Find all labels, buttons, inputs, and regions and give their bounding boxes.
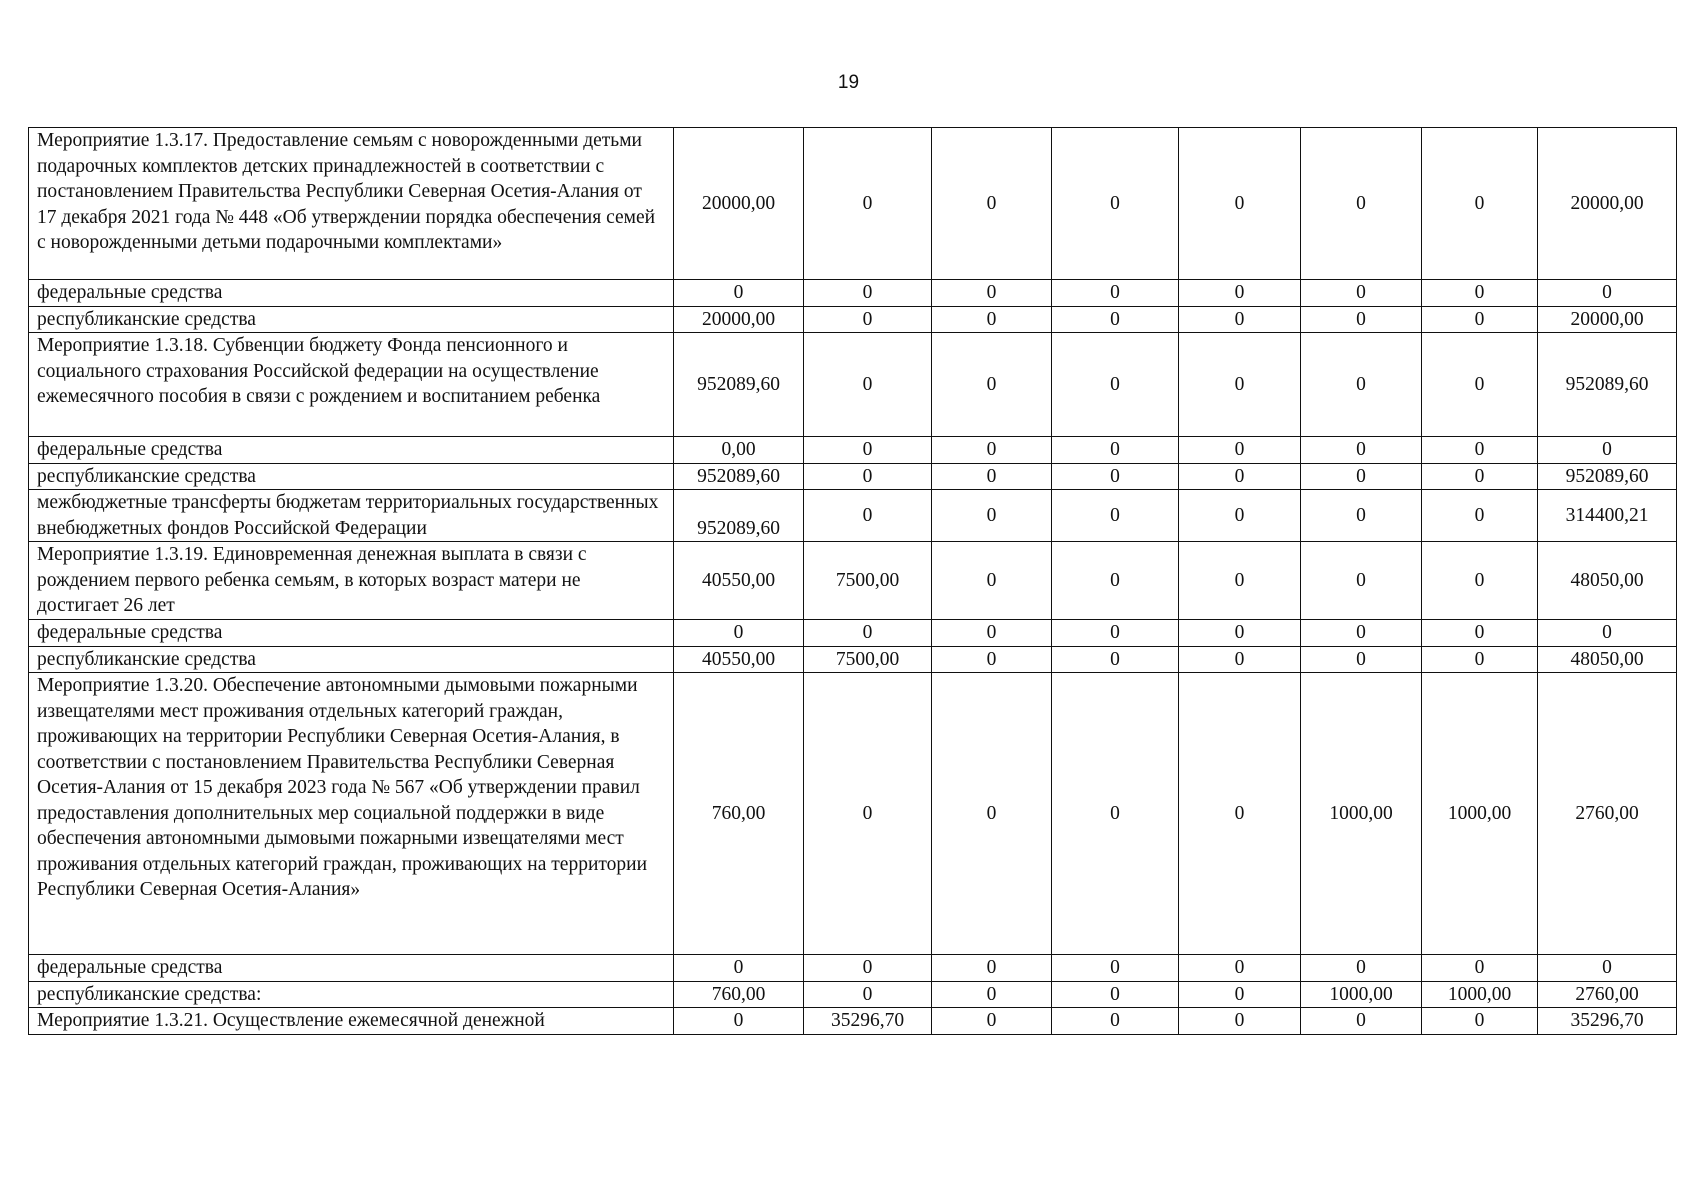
value-cell: 0 <box>804 490 932 542</box>
value-cell: 0 <box>674 1008 804 1035</box>
value-cell: 0 <box>932 542 1052 620</box>
row-description: Мероприятие 1.3.18. Субвенции бюджету Фонда пенсионного и социального страхования Российской федерации на осуществление ежемесячного пособия в связи с рождением и воспитанием ребенка <box>29 333 674 437</box>
value-cell: 0 <box>1301 542 1422 620</box>
value-cell: 0 <box>1422 542 1538 620</box>
value-cell: 0 <box>1179 128 1301 280</box>
value-cell: 1000,00 <box>1422 981 1538 1008</box>
value-cell: 0 <box>1052 542 1179 620</box>
table-row <box>29 333 1677 437</box>
value-cell: 0 <box>1301 646 1422 673</box>
value-cell: 0 <box>932 673 1052 955</box>
row-description: Мероприятие 1.3.17. Предоставление семьям с новорожденными детьми подарочных комплектов детских принадлежностей в соответствии с постановлением Правительства Республики Северная Осетия-Алания от 17 декабря 2021 года № 448 «Об утверждении порядка обеспечения семей с новорожденными детьми подарочными комплектами» <box>29 128 674 280</box>
value-cell: 0 <box>1422 280 1538 307</box>
value-cell: 0 <box>1422 463 1538 490</box>
table-row <box>29 542 1677 620</box>
table-row <box>29 437 1677 464</box>
total-cell: 48050,00 <box>1538 646 1677 673</box>
value-cell: 952089,60 <box>674 490 804 542</box>
value-cell: 0 <box>932 463 1052 490</box>
row-description: федеральные средства <box>29 437 674 464</box>
value-cell: 0 <box>932 955 1052 982</box>
total-cell: 0 <box>1538 620 1677 647</box>
value-cell: 0 <box>1052 437 1179 464</box>
value-cell: 0 <box>1179 955 1301 982</box>
total-cell: 0 <box>1538 437 1677 464</box>
value-cell: 0 <box>1052 981 1179 1008</box>
budget-table <box>28 127 1677 1035</box>
value-cell: 0 <box>1052 306 1179 333</box>
value-cell: 0 <box>932 306 1052 333</box>
value-cell: 7500,00 <box>804 646 932 673</box>
value-cell: 0 <box>1179 437 1301 464</box>
value-cell: 0 <box>1301 333 1422 437</box>
value-cell: 0 <box>804 981 932 1008</box>
total-cell: 952089,60 <box>1538 333 1677 437</box>
value-cell: 0 <box>1422 306 1538 333</box>
table-row <box>29 646 1677 673</box>
value-cell: 0,00 <box>674 437 804 464</box>
table-row <box>29 463 1677 490</box>
table-row <box>29 955 1677 982</box>
row-description: республиканские средства <box>29 646 674 673</box>
row-description: федеральные средства <box>29 955 674 982</box>
value-cell: 0 <box>932 1008 1052 1035</box>
value-cell: 0 <box>1052 333 1179 437</box>
total-cell: 20000,00 <box>1538 306 1677 333</box>
value-cell: 0 <box>1422 955 1538 982</box>
value-cell: 760,00 <box>674 673 804 955</box>
value-cell: 0 <box>1179 1008 1301 1035</box>
value-cell: 0 <box>1422 646 1538 673</box>
value-cell: 0 <box>1179 646 1301 673</box>
table-row <box>29 128 1677 280</box>
value-cell: 0 <box>1301 490 1422 542</box>
value-cell: 0 <box>1422 620 1538 647</box>
value-cell: 0 <box>1422 128 1538 280</box>
row-description: федеральные средства <box>29 620 674 647</box>
table-row <box>29 620 1677 647</box>
value-cell: 0 <box>1179 333 1301 437</box>
value-cell: 0 <box>804 437 932 464</box>
table-row <box>29 280 1677 307</box>
value-cell: 20000,00 <box>674 306 804 333</box>
value-cell: 0 <box>674 620 804 647</box>
value-cell: 952089,60 <box>674 463 804 490</box>
value-cell: 0 <box>1179 490 1301 542</box>
value-cell: 0 <box>1301 463 1422 490</box>
value-cell: 0 <box>1052 463 1179 490</box>
value-cell: 0 <box>932 128 1052 280</box>
value-cell: 0 <box>932 620 1052 647</box>
value-cell: 0 <box>1052 490 1179 542</box>
value-cell: 0 <box>1422 437 1538 464</box>
value-cell: 0 <box>1301 280 1422 307</box>
value-cell: 0 <box>674 280 804 307</box>
value-cell: 20000,00 <box>674 128 804 280</box>
value-cell: 0 <box>804 620 932 647</box>
value-cell: 35296,70 <box>804 1008 932 1035</box>
value-cell: 0 <box>804 673 932 955</box>
total-cell: 2760,00 <box>1538 981 1677 1008</box>
total-cell: 35296,70 <box>1538 1008 1677 1035</box>
value-cell: 0 <box>804 463 932 490</box>
total-cell: 2760,00 <box>1538 673 1677 955</box>
value-cell: 0 <box>932 646 1052 673</box>
value-cell: 0 <box>1052 673 1179 955</box>
value-cell: 0 <box>1301 955 1422 982</box>
value-cell: 952089,60 <box>674 333 804 437</box>
value-cell: 0 <box>804 280 932 307</box>
table-row <box>29 490 1677 542</box>
row-description: республиканские средства <box>29 306 674 333</box>
value-cell: 760,00 <box>674 981 804 1008</box>
value-cell: 0 <box>1422 1008 1538 1035</box>
value-cell: 0 <box>1179 981 1301 1008</box>
row-description: федеральные средства <box>29 280 674 307</box>
table-body <box>29 128 1677 1035</box>
row-description: Мероприятие 1.3.20. Обеспечение автономными дымовыми пожарными извещателями мест проживания отдельных категорий граждан, проживающих на территории Республики Северная Осетия-Алания, в соответствии с постановлением Правительства Республики Северная Осетия-Алания от 15 декабря 2023 года № 567 «Об утверждении правил предоставления дополнительных мер социальной поддержки в виде обеспечения автономными дымовыми пожарными извещателями мест проживания отдельных категорий граждан, проживающих на территории Республики Северная Осетия-Алания» <box>29 673 674 955</box>
value-cell: 0 <box>1301 620 1422 647</box>
value-cell: 0 <box>1301 1008 1422 1035</box>
total-cell: 952089,60 <box>1538 463 1677 490</box>
row-description: республиканские средства: <box>29 981 674 1008</box>
value-cell: 40550,00 <box>674 646 804 673</box>
value-cell: 1000,00 <box>1301 981 1422 1008</box>
value-cell: 0 <box>804 128 932 280</box>
row-description: республиканские средства <box>29 463 674 490</box>
value-cell: 0 <box>1179 620 1301 647</box>
value-cell: 0 <box>932 333 1052 437</box>
row-description: межбюджетные трансферты бюджетам территориальных государственных внебюджетных фондов Российской Федерации <box>29 490 674 542</box>
total-cell: 20000,00 <box>1538 128 1677 280</box>
value-cell: 0 <box>1422 333 1538 437</box>
value-cell: 1000,00 <box>1422 673 1538 955</box>
total-cell: 0 <box>1538 955 1677 982</box>
value-cell: 0 <box>1301 128 1422 280</box>
total-cell: 0 <box>1538 280 1677 307</box>
value-cell: 0 <box>932 437 1052 464</box>
value-cell: 0 <box>804 333 932 437</box>
table-row <box>29 1008 1677 1035</box>
value-cell: 0 <box>1179 280 1301 307</box>
value-cell: 7500,00 <box>804 542 932 620</box>
table-row <box>29 981 1677 1008</box>
value-cell: 0 <box>1179 306 1301 333</box>
value-cell: 0 <box>804 955 932 982</box>
page-number: 19 <box>837 72 860 93</box>
value-cell: 1000,00 <box>1301 673 1422 955</box>
value-cell: 0 <box>674 955 804 982</box>
value-cell: 0 <box>804 306 932 333</box>
value-cell: 0 <box>1052 646 1179 673</box>
value-cell: 0 <box>1052 955 1179 982</box>
value-cell: 0 <box>1179 673 1301 955</box>
value-cell: 0 <box>1179 463 1301 490</box>
value-cell: 0 <box>1301 437 1422 464</box>
value-cell: 0 <box>1052 280 1179 307</box>
value-cell: 0 <box>1052 1008 1179 1035</box>
value-cell: 0 <box>932 280 1052 307</box>
value-cell: 0 <box>1179 542 1301 620</box>
table-row <box>29 306 1677 333</box>
value-cell: 0 <box>1052 128 1179 280</box>
row-description: Мероприятие 1.3.19. Единовременная денежная выплата в связи с рождением первого ребенка семьям, в которых возраст матери не достигает 26 лет <box>29 542 674 620</box>
value-cell: 40550,00 <box>674 542 804 620</box>
total-cell: 314400,21 <box>1538 490 1677 542</box>
value-cell: 0 <box>1422 490 1538 542</box>
row-description: Мероприятие 1.3.21. Осуществление ежемесячной денежной <box>29 1008 674 1035</box>
value-cell: 0 <box>932 981 1052 1008</box>
value-cell: 0 <box>1052 620 1179 647</box>
table-row <box>29 673 1677 955</box>
value-cell: 0 <box>1301 306 1422 333</box>
value-cell: 0 <box>932 490 1052 542</box>
total-cell: 48050,00 <box>1538 542 1677 620</box>
